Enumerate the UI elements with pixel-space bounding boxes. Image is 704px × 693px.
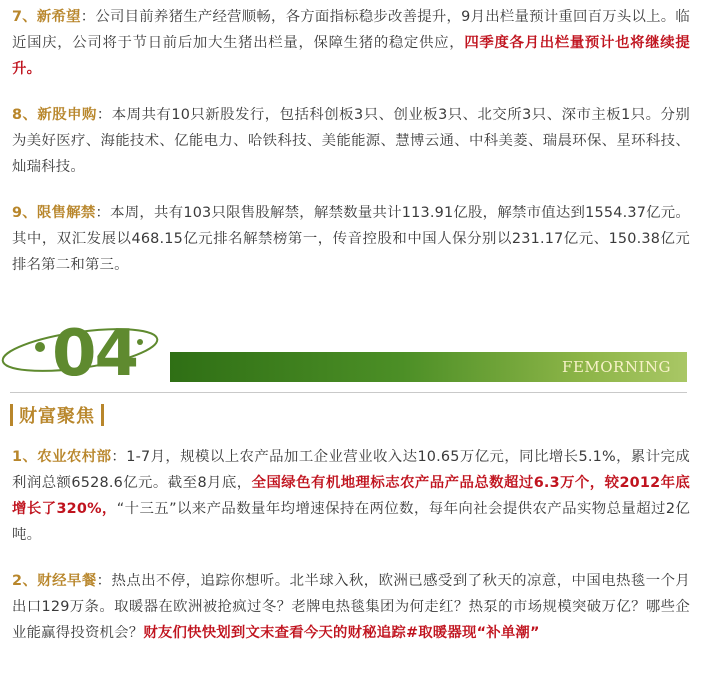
divider-right — [150, 392, 687, 393]
news-item-highlight: 全国绿色有机地理标志农产品产品总数超过6.3万个，较2012年底增长了320%， — [12, 475, 691, 517]
news-item-link[interactable]: 财友们快快划到文末查看今天的财秘追踪#取暖器现“补单潮” — [143, 625, 540, 641]
news-item-text: ：1-7月，规模以上农产品加工企业营业收入达10.65万亿元，同比增长5.1%，累计完成利润总额6528.6亿元。截至8月底， — [12, 449, 690, 491]
news-item-xinxiwang — [12, 4, 690, 82]
news-item-label: 1、农业农村部 — [12, 449, 112, 465]
divider-left — [10, 392, 150, 393]
news-item-text: ：热点出不停，追踪你想听。北半球入秋，欧洲已感受到了秋天的凉意，中国电热毯一个月出口129万条。取暖器在欧洲被抢疯过冬？老牌电热毯集团为何走红？热泵的市场规模突破万亿？哪些企业能赢得投资机会？ — [12, 573, 690, 641]
news-item-unlock — [12, 200, 690, 278]
section-heading — [10, 403, 104, 427]
news-item-label: 9、限售解禁 — [12, 205, 96, 221]
news-item-finance-breakfast — [12, 568, 690, 646]
news-item-label: 2、财经早餐 — [12, 573, 97, 589]
news-item-highlight: 四季度各月出栏量预计也将继续提升。 — [12, 35, 690, 77]
news-item-text: ：本周，共有103只限售股解禁，解禁数量共计113.91亿股，解禁市值达到1554.37亿元。其中，双汇发展以468.15亿元排名解禁榜第一，传音控股和中国人保分别以231.17亿元、150.38亿元排名第二和第三。 — [12, 205, 691, 273]
news-item-ipo — [12, 102, 690, 180]
heading-bar-right-icon — [101, 404, 104, 426]
news-item-text: ：本周共有10只新股发行，包括科创板3只、创业板3只、北交所3只、深市主板1只。分别为美好医疗、海能技术、亿能电力、哈铁科技、美能能源、慧博云通、中科美菱、瑞晨环保、星环科技、灿瑞科技。 — [12, 107, 690, 175]
heading-bar-left-icon — [10, 404, 13, 426]
section-number: 04 — [52, 317, 138, 391]
news-item-label: 7、新希望 — [12, 9, 81, 25]
news-item-text: “十三五”以来产品数量年均增速保持在两位数，每年向社会提供农产品实物总量超过2亿吨。 — [12, 501, 690, 543]
section-banner-bar — [170, 352, 687, 382]
news-item-label: 8、新股申购 — [12, 107, 97, 123]
banner-label: FEMORNING — [562, 358, 671, 376]
news-item-text: ：公司目前养猪生产经营顺畅，各方面指标稳步改善提升，9月出栏量预计重回百万头以上。临近国庆，公司将于节日前后加大生猪出栏量，保障生猪的稳定供应， — [12, 9, 690, 51]
news-item-agriculture — [12, 444, 690, 548]
section-title: 财富聚焦 — [19, 406, 95, 427]
